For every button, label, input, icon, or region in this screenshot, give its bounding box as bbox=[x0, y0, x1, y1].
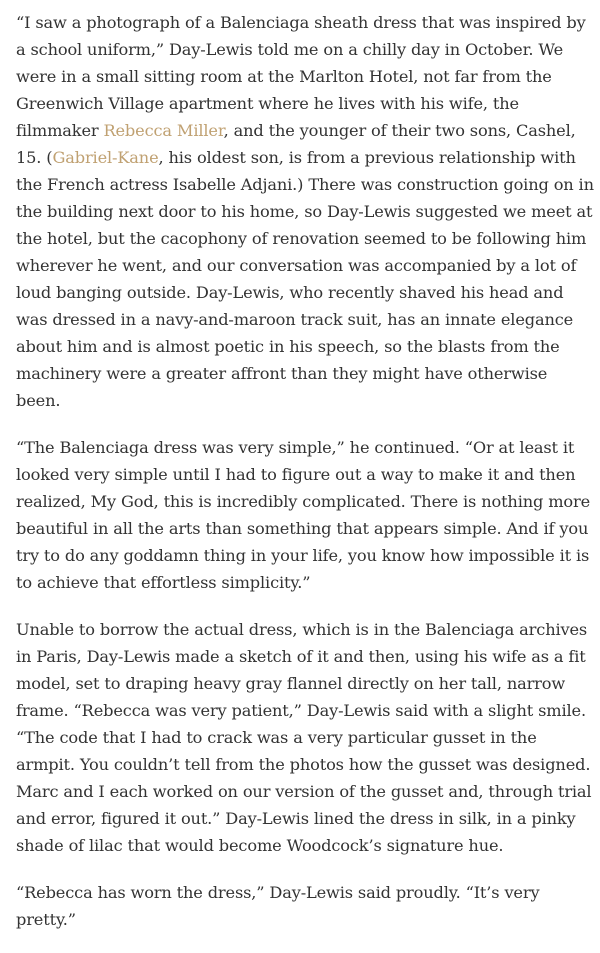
paragraph-text: “The Balenciaga dress was very simple,” he continued. “Or at least it looked very simple until I had to figure out a way to make it and then realized, My God, this is incredibly complicated. There is nothing more beautiful in all the arts than something that appears simple. And if you try to do any goddamn thing in your life, you know how impossible it is to achieve that effortless simplicity.” bbox=[16, 438, 591, 592]
paragraph-text: , his oldest son, is from a previous relationship with the French actress Isabelle Adjani.) There was construction going on in the building next door to his home, so Day-Lewis suggested we meet at the hotel, but the cacophony of renovation seemed to be following him wherever he went, and our conversation was accompanied by a lot of loud banging outside. Day-Lewis, who recently shaved his head and was dressed in a navy-and-maroon track suit, has an innate elegance about him and is almost poetic in his speech, so the blasts from the machinery were a greater affront than they might have otherwise been. bbox=[16, 148, 594, 410]
paragraph bbox=[16, 9, 594, 414]
link-gabriel-kane[interactable]: Gabriel-Kane bbox=[52, 148, 159, 167]
paragraph-text: “Rebecca has worn the dress,” Day-Lewis said proudly. “It’s very pretty.” bbox=[16, 883, 540, 929]
paragraph bbox=[16, 616, 594, 859]
link-rebecca-miller[interactable]: Rebecca Miller bbox=[103, 121, 224, 140]
article-body bbox=[16, 9, 594, 953]
paragraph bbox=[16, 879, 594, 933]
paragraph-text: , and the younger of their two sons, Cashel, 15. ( bbox=[16, 121, 576, 167]
paragraph bbox=[16, 434, 594, 596]
paragraph-text: “I saw a photograph of a Balenciaga sheath dress that was inspired by a school uniform,” Day-Lewis told me on a chilly day in October. We were in a small sitting room at the Marlton Hotel, not far from the Greenwich Village apartment where he lives with his wife, the filmmaker bbox=[16, 13, 586, 140]
paragraph-text: Unable to borrow the actual dress, which is in the Balenciaga archives in Paris, Day-Lewis made a sketch of it and then, using his wife as a fit model, set to draping heavy gray flannel directly on her tall, narrow frame. “Rebecca was very patient,” Day-Lewis said with a slight smile. “The code that I had to crack was a very particular gusset in the armpit. You couldn’t tell from the photos how the gusset was designed. Marc and I each worked on our version of the gusset and, through trial and error, figured it out.” Day-Lewis lined the dress in silk, in a pinky shade of lilac that would become Woodcock’s signature hue. bbox=[16, 620, 592, 855]
